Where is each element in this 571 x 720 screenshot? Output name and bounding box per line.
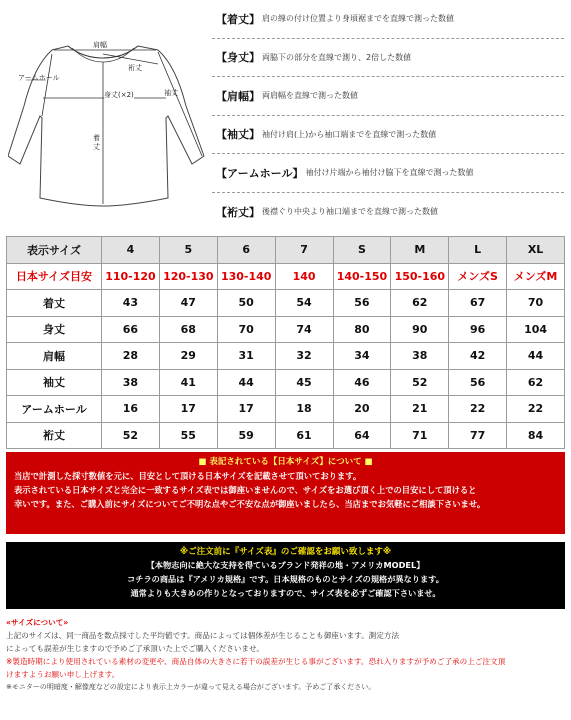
table-cell: 17 — [159, 396, 217, 423]
table-cell: 59 — [217, 422, 275, 449]
table-header-cell: 7 — [275, 237, 333, 264]
table-cell: 120-130 — [159, 263, 217, 290]
table-cell: 56 — [333, 290, 391, 317]
table-cell: 77 — [449, 422, 507, 449]
table-cell: 34 — [333, 343, 391, 370]
table-row — [7, 343, 565, 370]
table-cell: 67 — [449, 290, 507, 317]
size-table-header-row — [7, 237, 565, 264]
table-cell: 150-160 — [391, 263, 449, 290]
diagram-label-body-width: 身丈(×2) — [104, 91, 134, 99]
notes-monitor-disclaimer: ※モニターの明暗度・解像度などの設定により表示上カラーが違って見える場合がございます。予めご了承ください。 — [6, 683, 376, 691]
notice-body — [14, 469, 557, 511]
table-row — [7, 290, 565, 317]
size-notes — [6, 616, 565, 694]
notice-line: 幸いです。また、ご購入前にサイズについてご不明な点やご不安な点が御座いましたら、当店までお気軽にご相談下さいませ。 — [14, 499, 486, 509]
table-cell: 62 — [391, 290, 449, 317]
table-cell: 71 — [391, 422, 449, 449]
table-cell: メンズM — [507, 263, 565, 290]
table-cell: 20 — [333, 396, 391, 423]
table-row-label: 袖丈 — [7, 369, 102, 396]
notes-warning-line: ※製造時期により使用されている素材の変更や、商品自体の大きさに若干の誤差が生じる事がございます。恐れ入りますが予めご了承の上ご注文頂 — [6, 657, 506, 666]
table-cell: 21 — [391, 396, 449, 423]
table-cell: 54 — [275, 290, 333, 317]
notice-title: ※ご注文前に『サイズ表』のご確認をお願い致します※ — [179, 547, 392, 557]
table-cell: 110-120 — [102, 263, 160, 290]
table-cell: 22 — [449, 396, 507, 423]
diagram-label-sleeve: 袖丈 — [164, 89, 178, 97]
table-cell: 66 — [102, 316, 160, 343]
diagram-label-shoulder: 肩幅 — [93, 41, 107, 49]
table-header-cell: S — [333, 237, 391, 264]
measurement-definitions — [212, 0, 564, 231]
table-cell: 74 — [275, 316, 333, 343]
table-header-cell: M — [391, 237, 449, 264]
table-cell: 日本サイズ目安 — [7, 263, 102, 290]
table-cell: 38 — [391, 343, 449, 370]
table-row-label: 身丈 — [7, 316, 102, 343]
table-cell: 90 — [391, 316, 449, 343]
table-cell: 56 — [449, 369, 507, 396]
table-header-cell: 表示サイズ — [7, 237, 102, 264]
table-cell: 140 — [275, 263, 333, 290]
table-cell: 52 — [391, 369, 449, 396]
table-row — [7, 369, 565, 396]
table-cell: 22 — [507, 396, 565, 423]
table-cell: 70 — [507, 290, 565, 317]
table-header-cell: 6 — [217, 237, 275, 264]
table-cell: 140-150 — [333, 263, 391, 290]
table-cell: 31 — [217, 343, 275, 370]
size-table — [6, 236, 565, 449]
notice-line: 通常よりも大きめの作りとなっておりますので、サイズ表を必ずご確認下さいませ。 — [130, 588, 441, 598]
table-cell: 104 — [507, 316, 565, 343]
table-cell: メンズS — [449, 263, 507, 290]
definition-item: 【身丈】 両脇下の部分を直線で測り、2倍した数値 — [212, 39, 564, 78]
table-cell: 55 — [159, 422, 217, 449]
japan-size-row — [7, 263, 565, 290]
definition-item: 【アームホール】 袖付け片端から袖付け脇下を直線で測った数値 — [212, 154, 564, 193]
table-cell: 47 — [159, 290, 217, 317]
notes-line: によっても誤差が生じますので予めご了承頂いた上でご購入くださいませ。 — [6, 644, 264, 653]
notes-heading: «サイズについて» — [6, 618, 69, 627]
notice-line: 当店で計測した採寸数値を元に、目安として頂ける日本サイズを記載させて頂いております。 — [14, 471, 362, 481]
table-cell: 44 — [217, 369, 275, 396]
table-header-cell: 4 — [102, 237, 160, 264]
table-header-cell: XL — [507, 237, 565, 264]
table-row-label: 裄丈 — [7, 422, 102, 449]
table-cell: 44 — [507, 343, 565, 370]
table-cell: 41 — [159, 369, 217, 396]
table-cell: 80 — [333, 316, 391, 343]
table-cell: 16 — [102, 396, 160, 423]
table-row-label: 着丈 — [7, 290, 102, 317]
notice-title: ■ 表記されている【日本サイズ】について ■ — [198, 457, 373, 467]
table-cell: 38 — [102, 369, 160, 396]
table-cell: 28 — [102, 343, 160, 370]
table-cell: 62 — [507, 369, 565, 396]
notice-line: 表示されている日本サイズと完全に一致するサイズ表では御座いませんので、サイズをお選び頂く上での目安にして頂けると — [14, 485, 477, 495]
table-row — [7, 396, 565, 423]
table-cell: 42 — [449, 343, 507, 370]
table-cell: 61 — [275, 422, 333, 449]
notice-line: コチラの商品は『アメリカ規格』です。日本規格のものとサイズの規格が異なります。 — [127, 574, 444, 584]
japan-size-notice — [6, 452, 565, 534]
diagram-label-yuki: 裄丈 — [128, 64, 142, 72]
table-cell: 32 — [275, 343, 333, 370]
table-cell: 130-140 — [217, 263, 275, 290]
size-guide-header — [0, 0, 571, 232]
table-cell: 64 — [333, 422, 391, 449]
us-size-notice — [6, 542, 565, 609]
table-row — [7, 316, 565, 343]
diagram-label-armhole: アームホール — [18, 74, 60, 82]
definition-item: 【着丈】 肩の線の付け位置より身頃裾までを直線で測った数値 — [212, 0, 564, 39]
garment-measurement-diagram — [8, 6, 208, 224]
table-header-cell: L — [449, 237, 507, 264]
table-cell: 45 — [275, 369, 333, 396]
table-cell: 29 — [159, 343, 217, 370]
notes-line: 上記のサイズは、同一商品を数点採寸した平均値です。商品によっては個体差が生じることも御座います。測定方法 — [6, 631, 400, 640]
definition-item: 【肩幅】 両肩幅を直線で測った数値 — [212, 77, 564, 116]
notice-line: 【本物志向に絶大な支持を得ているブランド発祥の地・アメリカMODEL】 — [146, 560, 425, 570]
table-cell: 18 — [275, 396, 333, 423]
table-cell: 46 — [333, 369, 391, 396]
diagram-label-ki: 着 — [93, 134, 100, 142]
diagram-label-take: 丈 — [93, 143, 100, 151]
definition-item: 【袖丈】 袖付け肩(上)から袖口端までを直線で測った数値 — [212, 116, 564, 155]
table-cell: 68 — [159, 316, 217, 343]
table-cell: 52 — [102, 422, 160, 449]
table-cell: 50 — [217, 290, 275, 317]
table-row — [7, 422, 565, 449]
table-cell: 43 — [102, 290, 160, 317]
table-header-cell: 5 — [159, 237, 217, 264]
table-cell: 17 — [217, 396, 275, 423]
table-row-label: 肩幅 — [7, 343, 102, 370]
definition-item: 【裄丈】 後襟ぐり中央より袖口端までを直線で測った数値 — [216, 205, 438, 219]
table-cell: 70 — [217, 316, 275, 343]
notes-warning-line: けますようお願い申し上げます。 — [6, 670, 120, 679]
table-cell: 84 — [507, 422, 565, 449]
table-cell: 96 — [449, 316, 507, 343]
table-row-label: アームホール — [7, 396, 102, 423]
